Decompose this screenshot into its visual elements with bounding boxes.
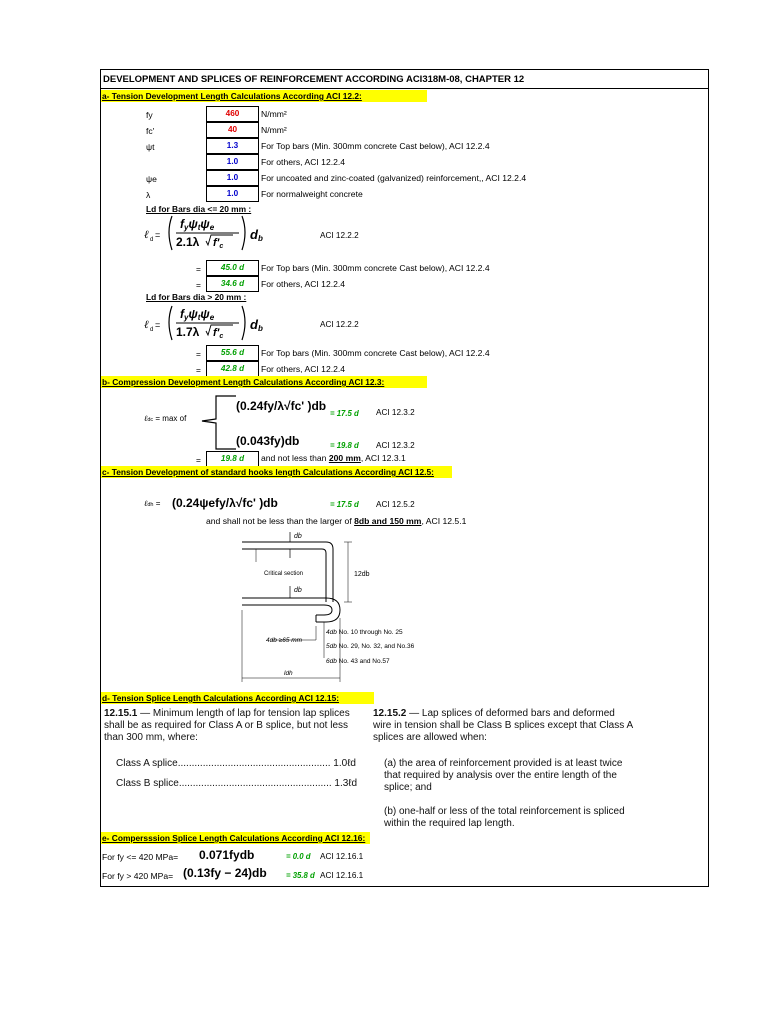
bottom-border xyxy=(100,886,708,887)
page-title: DEVELOPMENT AND SPLICES OF REINFORCEMENT ACCORDING ACI318M-08, CHAPTER 12 xyxy=(103,74,525,85)
ld-large-result-top: 55.6 d xyxy=(206,345,259,361)
hook-result: = 17.5 d xyxy=(330,500,359,509)
class-a-value: 1.0ℓd xyxy=(333,758,356,769)
comp-splice-ref-2: ACI 12.16.1 xyxy=(320,871,364,880)
ld-large-note-others: For others, ACI 12.2.4 xyxy=(261,364,346,374)
svg-text:=: = xyxy=(155,320,161,330)
section-b-header: b- Compression Development Length Calculations According ACI 12.3: xyxy=(101,376,427,388)
input-psi-t-top[interactable]: 1.3 xyxy=(206,138,259,154)
hook-ref: ACI 12.5.2 xyxy=(376,500,415,509)
class-b-label: Class B splice xyxy=(116,778,179,789)
input-note-psi-t-top: For Top bars (Min. 300mm concrete Cast below), ACI 12.2.4 xyxy=(261,141,490,151)
ld-small-eq-2: = xyxy=(196,280,201,290)
comp-lhs: ℓdc = max of xyxy=(144,414,187,423)
ld-small-denominator: 2.1λ xyxy=(176,235,200,249)
ld-large-eq-2: = xyxy=(196,365,201,375)
input-note-fc: N/mm² xyxy=(261,125,287,135)
title-underline xyxy=(100,88,708,89)
ld-small-note-top: For Top bars (Min. 300mm concrete Cast below), ACI 12.2.4 xyxy=(261,263,490,273)
class-b-value: 1.3ℓd xyxy=(334,778,358,789)
ld-small-formula xyxy=(140,212,300,254)
top-border xyxy=(100,69,708,70)
hook-critical-label: Critical section xyxy=(264,571,304,577)
comp-splice-formula-2: (0.13fy − 24)db xyxy=(183,866,267,880)
svg-text:=: = xyxy=(155,230,161,240)
hook-row-2: 5db No. 29, No. 32, and No.36 xyxy=(326,643,415,650)
comp-splice-label-2: For fy > 420 MPa= xyxy=(102,871,174,881)
comp-result-2: = 19.8 d xyxy=(330,441,359,450)
ld-small-result-top: 45.0 d xyxy=(206,260,259,276)
input-symbol-fy: fy xyxy=(146,110,153,120)
splice-left-body: — Minimum length of lap for tension lap splices shall be as required for Class A or B splice, but not less than 300 mm, where: xyxy=(104,708,350,743)
input-note-lambda: For normalweight concrete xyxy=(261,189,363,199)
hook-db-label-1: db xyxy=(294,533,302,540)
splice-cond-a: (a) the area of reinforcement provided is at least twice that required by analysis over the entire length of the splice; and xyxy=(384,758,623,793)
splice-class-a: Class A splice....................................................... 1.0ℓd xyxy=(116,758,356,769)
hook-db-label-2: db xyxy=(294,587,302,594)
svg-text:ℓ: ℓ xyxy=(144,228,149,241)
comp-eq-final: = xyxy=(196,455,201,465)
input-fy[interactable]: 460 xyxy=(206,106,259,122)
hook-note-bold: 8db and 150 mm xyxy=(354,516,422,526)
comp-splice-result-1: = 0.0 d xyxy=(286,852,311,861)
hook-diagram xyxy=(236,528,476,688)
input-lambda[interactable]: 1.0 xyxy=(206,186,259,202)
comp-splice-formula-1: 0.071fydb xyxy=(199,848,255,862)
ld-large-eq-1: = xyxy=(196,349,201,359)
input-psi-t-others[interactable]: 1.0 xyxy=(206,154,259,170)
comp-result-1: = 17.5 d xyxy=(330,409,359,418)
input-fc[interactable]: 40 xyxy=(206,122,259,138)
comp-ref-2: ACI 12.3.2 xyxy=(376,441,415,450)
input-psi-e[interactable]: 1.0 xyxy=(206,170,259,186)
splice-class-b: Class B splice....................................................... 1.3ℓd xyxy=(116,778,358,789)
comp-formula-1: (0.24fy/λ√fc' )db xyxy=(236,399,327,413)
class-a-label: Class A splice xyxy=(116,758,178,769)
comp-final-note xyxy=(261,453,406,463)
input-note-psi-t-others: For others, ACI 12.2.4 xyxy=(261,157,346,167)
ld-small-heading: Ld for Bars dia <= 20 mm : xyxy=(146,204,252,214)
splice-right-title: 12.15.2 xyxy=(373,708,407,719)
svg-text:d: d xyxy=(150,237,154,243)
comp-final-result: 19.8 d xyxy=(206,451,259,467)
ld-small-result-others: 34.6 d xyxy=(206,276,259,292)
hook-note-post: , ACI 12.5.1 xyxy=(421,516,467,526)
input-symbol-lambda: λ xyxy=(146,190,151,200)
svg-text:f′c: f′c xyxy=(213,237,224,250)
splice-left-text xyxy=(104,708,362,744)
hook-12db-label: 12db xyxy=(354,571,370,578)
section-e-header: e- Compersssion Splice Length Calculations According ACI 12.16: xyxy=(101,832,370,844)
hook-formula: (0.24ψefy/λ√fc' )db xyxy=(172,496,278,510)
splice-right-body: — Lap splices of deformed bars and deformed wire in tension shall be Class B splices except that Class A splices are allowed when: xyxy=(373,708,633,743)
ld-large-ref: ACI 12.2.2 xyxy=(320,320,359,329)
splice-right-text xyxy=(373,708,635,744)
input-symbol-fc: fc' xyxy=(146,126,155,136)
comp-splice-label-1: For fy <= 420 MPa= xyxy=(102,852,179,862)
hook-ldh-label: ldh xyxy=(284,670,293,677)
svg-text:db: db xyxy=(250,317,263,333)
svg-text:db: db xyxy=(250,227,263,243)
comp-formula-2: (0.043fy)db xyxy=(236,434,300,448)
comp-splice-ref-1: ACI 12.16.1 xyxy=(320,852,364,861)
hook-lhs: ℓdh = xyxy=(144,499,161,508)
svg-text:fyψtψe: fyψtψe xyxy=(180,307,215,322)
section-d-header: d- Tension Splice Length Calculations According ACI 12.15: xyxy=(101,692,374,704)
input-note-psi-e: For uncoated and zinc-coated (galvanized) reinforcement,, ACI 12.2.4 xyxy=(261,173,527,183)
input-symbol-psi-t: ψt xyxy=(146,142,155,152)
ld-small-note-others: For others, ACI 12.2.4 xyxy=(261,279,346,289)
hook-note xyxy=(206,516,466,526)
ld-large-note-top: For Top bars (Min. 300mm concrete Cast below), ACI 12.2.4 xyxy=(261,348,490,358)
hook-eq: = xyxy=(155,499,161,508)
ld-large-denominator: 1.7λ xyxy=(176,325,200,339)
comp-splice-result-2: = 35.8 d xyxy=(286,871,315,880)
splice-left-title: 12.15.1 xyxy=(104,708,138,719)
input-note-fy: N/mm² xyxy=(261,109,287,119)
input-symbol-psi-e: ψe xyxy=(146,174,157,184)
hook-4db-min: 4db ≥65 mm xyxy=(266,637,303,644)
svg-text:f′c: f′c xyxy=(213,327,224,340)
comp-note-bold: 200 mm xyxy=(328,453,361,463)
comp-note-post: , ACI 12.3.1 xyxy=(360,453,406,463)
ld-large-result-others: 42.8 d xyxy=(206,361,259,377)
splice-cond-b: (b) one-half or less of the total reinforcement is spliced within the required lap length. xyxy=(384,806,625,829)
ld-large-formula xyxy=(140,302,300,344)
comp-note-pre: and not less than xyxy=(261,453,327,463)
hook-note-pre: and shall not be less than the larger of xyxy=(206,516,352,526)
hook-row-3: 6db No. 43 and No.57 xyxy=(326,658,390,665)
section-a-header: a- Tension Development Length Calculations According ACI 12.2: xyxy=(101,90,427,102)
ld-large-heading: Ld for Bars dia > 20 mm : xyxy=(146,292,247,302)
comp-max-of: = max of xyxy=(155,414,187,423)
svg-text:d: d xyxy=(150,327,154,333)
ld-small-ref: ACI 12.2.2 xyxy=(320,231,359,240)
section-c-header: c- Tension Development of standard hooks length Calculations According ACI 12.5: xyxy=(101,466,452,478)
comp-ref-1: ACI 12.3.2 xyxy=(376,408,415,417)
svg-text:ℓ: ℓ xyxy=(144,318,149,331)
ld-small-eq-1: = xyxy=(196,264,201,274)
svg-text:fyψtψe: fyψtψe xyxy=(180,217,215,232)
hook-row-1: 4db No. 10 through No. 25 xyxy=(326,629,403,636)
